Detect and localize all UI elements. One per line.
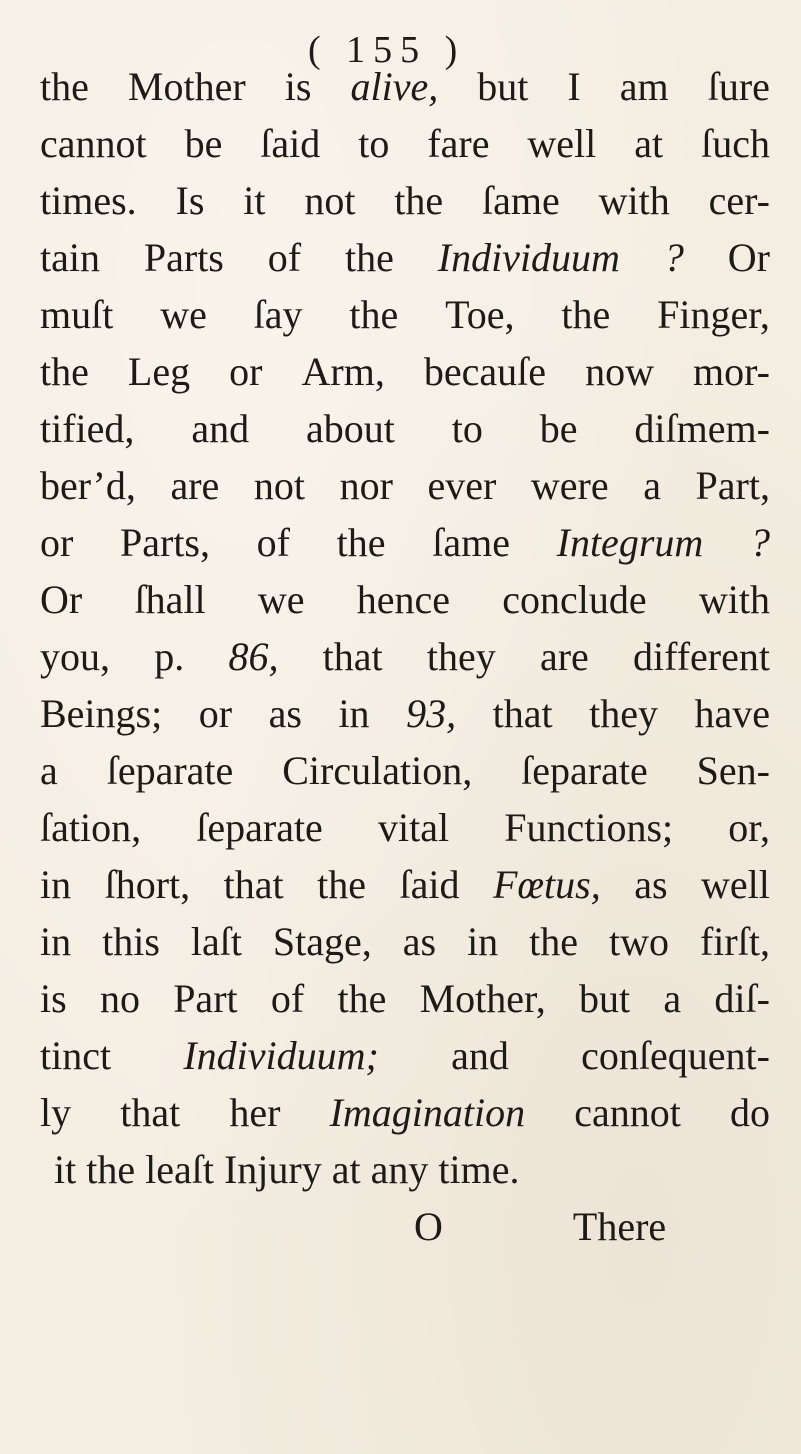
word: are (170, 463, 220, 508)
word: diſmem- (634, 406, 770, 451)
word: that (322, 634, 383, 679)
word: Or (727, 235, 770, 280)
text-line (40, 799, 770, 856)
word: the (337, 976, 387, 1021)
text-line (40, 1141, 770, 1198)
word: Fœtus, (492, 862, 601, 907)
word: the (40, 64, 89, 109)
word: in (338, 691, 370, 736)
word: the (40, 349, 89, 394)
word: in (467, 919, 499, 964)
word: time. (438, 1147, 520, 1192)
word: tain (40, 235, 100, 280)
text-line (40, 685, 770, 742)
word: ? (663, 235, 684, 280)
word: but (578, 976, 631, 1021)
catchword: There (572, 1204, 667, 1249)
word: ſame (432, 520, 510, 565)
word: ſeparate (196, 805, 323, 850)
word: Arm, (301, 349, 385, 394)
word: that (120, 1090, 181, 1135)
word: the (86, 1147, 136, 1192)
word: ſhall (134, 577, 206, 622)
word: Individuum; (183, 1033, 379, 1078)
word: ſeparate (521, 748, 648, 793)
word: Parts, (120, 520, 210, 565)
text-line (40, 913, 770, 970)
word: 86, (228, 634, 279, 679)
word: no (99, 976, 140, 1021)
word: this (102, 919, 160, 964)
word: Integrum (556, 520, 704, 565)
text-line (40, 514, 770, 571)
word: ſaid (260, 121, 321, 166)
word: conſequent- (581, 1033, 770, 1078)
word: well (701, 862, 770, 907)
word: vital (377, 805, 450, 850)
text-line (40, 115, 770, 172)
word: Parts (143, 235, 224, 280)
word: Part, (695, 463, 770, 508)
footer-line (40, 1198, 770, 1255)
word: but (477, 64, 529, 109)
word: her (229, 1090, 281, 1135)
word: times. (40, 178, 137, 223)
word: ſuch (701, 121, 770, 166)
word: the (349, 292, 399, 337)
word: I (567, 64, 581, 109)
word: Mother, (419, 976, 546, 1021)
signature-mark: O (414, 1204, 443, 1249)
text-line (40, 628, 770, 685)
word: ly (40, 1090, 72, 1135)
word: you, (40, 634, 110, 679)
word: or, (728, 805, 770, 850)
word: becauſe (423, 349, 547, 394)
text-line (40, 343, 770, 400)
word: a (40, 748, 58, 793)
text-line (40, 229, 770, 286)
word: is (284, 64, 312, 109)
word: ever (427, 463, 497, 508)
word: that (223, 862, 284, 907)
word: well (527, 121, 597, 166)
word: alive, (350, 64, 439, 109)
text-line (40, 457, 770, 514)
word: Or (40, 577, 83, 622)
word: do (729, 1090, 770, 1135)
word: be (184, 121, 223, 166)
word: tified, (40, 406, 135, 451)
word: of (256, 520, 290, 565)
body-text (40, 58, 770, 1255)
text-line (40, 742, 770, 799)
word: were (530, 463, 609, 508)
word: not (253, 463, 305, 508)
word: of (270, 976, 305, 1021)
word: and (191, 406, 250, 451)
word: or (198, 691, 233, 736)
word: Sen- (696, 748, 770, 793)
word: are (539, 634, 589, 679)
word: ? (749, 520, 770, 565)
word: ber’d, (40, 463, 136, 508)
word: two (609, 919, 669, 964)
text-line (40, 1084, 770, 1141)
word: laſt (190, 919, 242, 964)
word: ſame (482, 178, 560, 223)
word: hence (356, 577, 450, 622)
word: any (370, 1147, 429, 1192)
word: am (619, 64, 669, 109)
word: conclude (502, 577, 647, 622)
word: Imagination (329, 1090, 526, 1135)
word: we (257, 577, 305, 622)
word: a (663, 976, 682, 1021)
word: in (40, 919, 72, 964)
word: fare (427, 121, 490, 166)
word: we (160, 292, 207, 337)
word: different (633, 634, 770, 679)
text-line (40, 856, 770, 913)
word: nor (339, 463, 393, 508)
word: cer- (708, 178, 770, 223)
word: Is (175, 178, 205, 223)
word: a (643, 463, 661, 508)
text-line (40, 571, 770, 628)
word: at (634, 121, 664, 166)
word: Injury (223, 1147, 322, 1192)
word: and (451, 1033, 509, 1078)
word: be (539, 406, 578, 451)
word: the (529, 919, 579, 964)
text-line (40, 400, 770, 457)
text-line (40, 286, 770, 343)
word: 93, (406, 691, 457, 736)
word: it (243, 178, 266, 223)
text-line (40, 970, 770, 1027)
word: the (394, 178, 444, 223)
word: diſ- (714, 976, 770, 1021)
word: Leg (127, 349, 191, 394)
word: Circulation, (282, 748, 473, 793)
word: ſhort, (104, 862, 191, 907)
word: not (304, 178, 356, 223)
word: of (267, 235, 302, 280)
word: firſt, (699, 919, 770, 964)
word: that (492, 691, 553, 736)
word: ſation, (40, 805, 142, 850)
word: mor- (693, 349, 770, 394)
page-number: ( 155 ) (308, 29, 466, 71)
text-line (40, 1027, 770, 1084)
word: have (694, 691, 770, 736)
word: the (344, 235, 394, 280)
word: they (426, 634, 496, 679)
word: as (268, 691, 302, 736)
word: Part (173, 976, 238, 1021)
word: Toe, (445, 292, 515, 337)
word: to (358, 121, 390, 166)
word: cannot (40, 121, 147, 166)
word: the (317, 862, 366, 907)
word: now (585, 349, 654, 394)
word: at (331, 1147, 361, 1192)
word: about (305, 406, 395, 451)
word: as (634, 862, 668, 907)
word: to (451, 406, 483, 451)
word: ſure (707, 64, 770, 109)
word: muſt (40, 292, 114, 337)
word: Beings; (40, 691, 163, 736)
word: Stage, (272, 919, 372, 964)
text-line (40, 58, 770, 115)
text-line (40, 172, 770, 229)
word: ſay (253, 292, 303, 337)
word: with (598, 178, 670, 223)
word: Mother (127, 64, 246, 109)
word: Finger, (657, 292, 770, 337)
word: tinct (40, 1033, 112, 1078)
word: Individuum (437, 235, 620, 280)
word: or (229, 349, 263, 394)
word: is (40, 976, 67, 1021)
word: Functions; (504, 805, 674, 850)
word: p. (154, 634, 185, 679)
word: as (402, 919, 437, 964)
word: or (40, 520, 74, 565)
word: cannot (574, 1090, 681, 1135)
word: the (336, 520, 386, 565)
word: ſeparate (106, 748, 234, 793)
word: leaſt (145, 1147, 214, 1192)
word: it (54, 1147, 77, 1192)
word: in (40, 862, 72, 907)
word: with (698, 577, 770, 622)
word: the (561, 292, 611, 337)
word: they (589, 691, 658, 736)
word: ſaid (399, 862, 460, 907)
